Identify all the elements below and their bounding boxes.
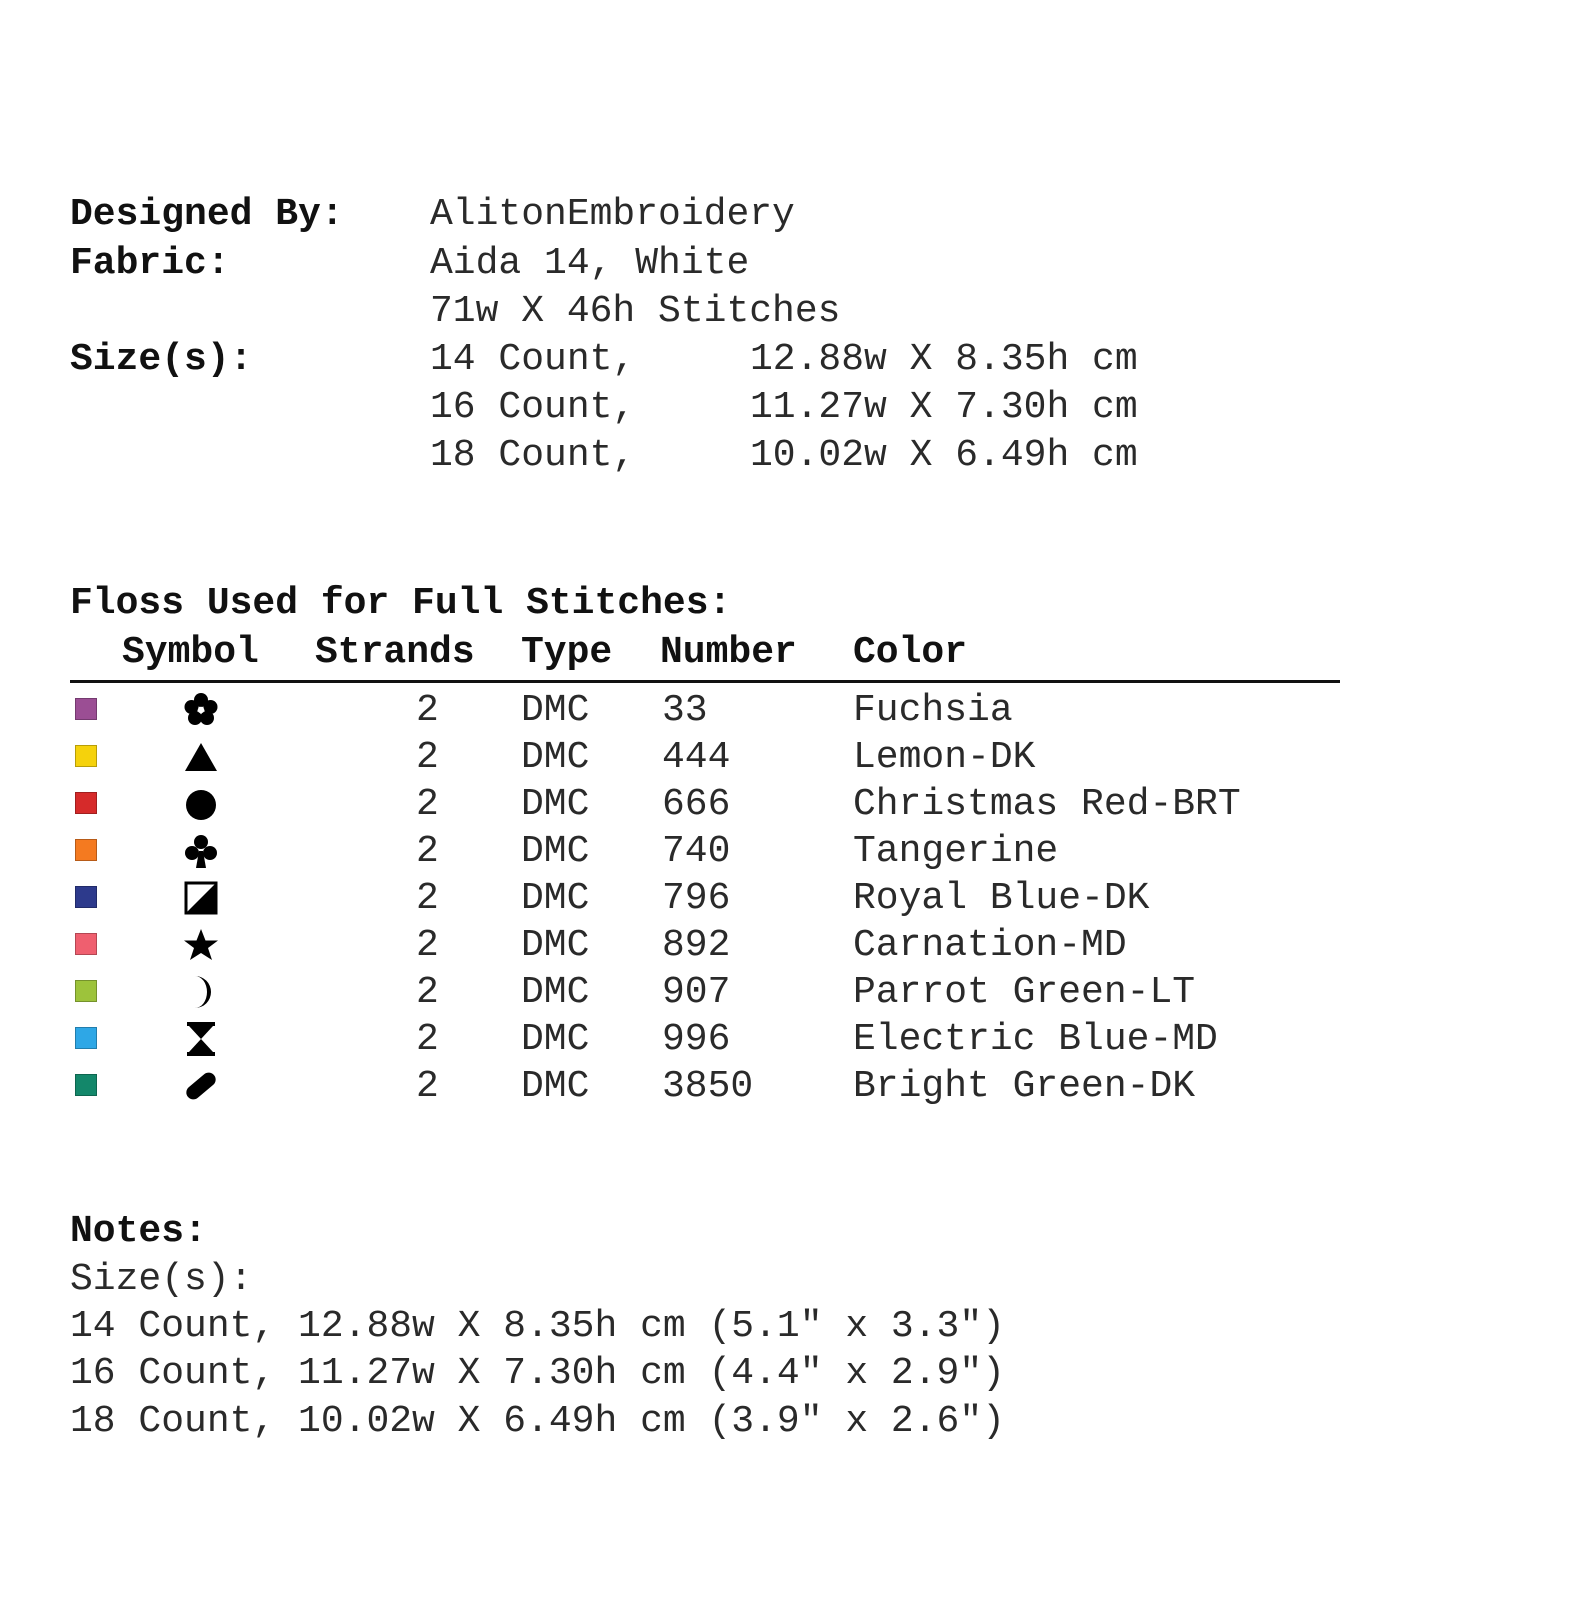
size-dims: 12.88w X 8.35h cm — [750, 338, 1138, 381]
strands-cell: 2 — [416, 783, 439, 826]
color-name-cell: Tangerine — [853, 830, 1059, 873]
column-header-color: Color — [853, 631, 968, 674]
notes-line: 16 Count, 11.27w X 7.30h cm (4.4" x 2.9") — [70, 1352, 1005, 1395]
notes-title: Notes: — [70, 1210, 207, 1253]
pill-icon — [181, 1066, 221, 1106]
crescent-icon — [181, 972, 221, 1012]
type-cell: DMC — [521, 783, 590, 826]
size-count: 18 Count, — [430, 434, 636, 477]
type-cell: DMC — [521, 689, 590, 732]
notes-line: 18 Count, 10.02w X 6.49h cm (3.9" x 2.6") — [70, 1400, 1005, 1443]
number-cell: 3850 — [662, 1065, 754, 1108]
size-dims: 10.02w X 6.49h cm — [750, 434, 1138, 477]
designed-by-value: AlitonEmbroidery — [430, 193, 795, 236]
number-cell: 892 — [662, 924, 731, 967]
number-cell: 796 — [662, 877, 731, 920]
column-header-symbol: Symbol — [122, 631, 259, 674]
strands-cell: 2 — [416, 689, 439, 732]
strands-cell: 2 — [416, 830, 439, 873]
number-cell: 740 — [662, 830, 731, 873]
color-swatch — [75, 745, 97, 767]
number-cell: 33 — [662, 689, 708, 732]
color-swatch — [75, 886, 97, 908]
star-icon — [181, 925, 221, 965]
hourglass-icon — [181, 1019, 221, 1059]
color-swatch — [75, 1074, 97, 1096]
strands-cell: 2 — [416, 1018, 439, 1061]
number-cell: 996 — [662, 1018, 731, 1061]
notes-line: 14 Count, 12.88w X 8.35h cm (5.1" x 3.3") — [70, 1305, 1005, 1348]
color-swatch — [75, 1027, 97, 1049]
color-name-cell: Electric Blue-MD — [853, 1018, 1218, 1061]
size-dims: 11.27w X 7.30h cm — [750, 386, 1138, 429]
number-cell: 666 — [662, 783, 731, 826]
column-header-number: Number — [660, 631, 797, 674]
color-name-cell: Carnation-MD — [853, 924, 1127, 967]
strands-cell: 2 — [416, 1065, 439, 1108]
color-name-cell: Lemon-DK — [853, 736, 1036, 779]
color-name-cell: Royal Blue-DK — [853, 877, 1150, 920]
type-cell: DMC — [521, 924, 590, 967]
header-divider — [70, 680, 1340, 683]
color-name-cell: Christmas Red-BRT — [853, 783, 1241, 826]
column-header-strands: Strands — [315, 631, 475, 674]
notes-sizes-label: Size(s): — [70, 1258, 253, 1301]
color-swatch — [75, 698, 97, 720]
sizes-label: Size(s): — [70, 338, 253, 381]
column-header-type: Type — [521, 631, 613, 674]
fabric-label: Fabric: — [70, 242, 230, 285]
strands-cell: 2 — [416, 924, 439, 967]
color-swatch — [75, 792, 97, 814]
color-swatch — [75, 980, 97, 1002]
strands-cell: 2 — [416, 971, 439, 1014]
color-swatch — [75, 839, 97, 861]
club-icon — [181, 831, 221, 871]
type-cell: DMC — [521, 877, 590, 920]
type-cell: DMC — [521, 736, 590, 779]
floss-title: Floss Used for Full Stitches: — [70, 582, 732, 625]
circle-icon — [181, 784, 221, 824]
type-cell: DMC — [521, 1018, 590, 1061]
half-square-icon — [181, 878, 221, 918]
type-cell: DMC — [521, 830, 590, 873]
color-name-cell: Parrot Green-LT — [853, 971, 1196, 1014]
strands-cell: 2 — [416, 877, 439, 920]
type-cell: DMC — [521, 971, 590, 1014]
size-count: 16 Count, — [430, 386, 636, 429]
strands-cell: 2 — [416, 736, 439, 779]
triangle-icon — [181, 737, 221, 777]
number-cell: 444 — [662, 736, 731, 779]
number-cell: 907 — [662, 971, 731, 1014]
color-swatch — [75, 933, 97, 955]
color-name-cell: Bright Green-DK — [853, 1065, 1196, 1108]
fabric-value: Aida 14, White — [430, 242, 750, 285]
color-name-cell: Fuchsia — [853, 689, 1013, 732]
stitches-value: 71w X 46h Stitches — [430, 290, 841, 333]
type-cell: DMC — [521, 1065, 590, 1108]
designed-by-label: Designed By: — [70, 193, 344, 236]
size-count: 14 Count, — [430, 338, 636, 381]
flower-icon — [181, 690, 221, 730]
